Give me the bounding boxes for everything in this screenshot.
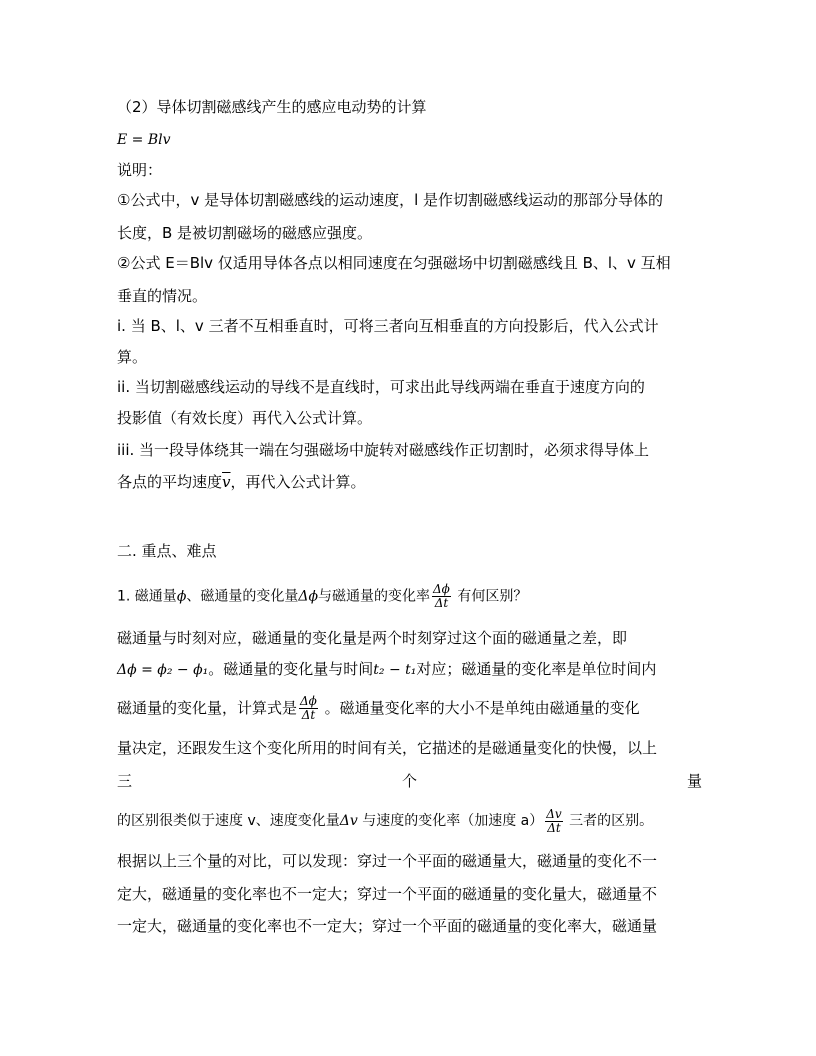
paragraph1-line3 <box>117 693 702 723</box>
acceleration-fraction <box>545 808 562 835</box>
paragraph2-line3: 一定大，磁通量的变化率也不一定大；穿过一个平面的磁通量的变化率大，磁通量 <box>117 917 658 935</box>
question-1 <box>117 583 702 610</box>
subitem-iii-line2 <box>117 472 702 492</box>
flux-rate-fraction <box>299 695 318 722</box>
text-span: 三 <box>117 772 133 790</box>
subitem-ii-line2: 投影值（有效长度）再代入公式计算。 <box>117 409 373 427</box>
note-label: 说明： <box>117 161 163 179</box>
flux-rate-fraction <box>432 583 451 610</box>
paragraph1-line6 <box>117 806 702 836</box>
subitem-i-line1: i. 当 B、l、v 三者不互相垂直时，可将三者向互相垂直的方向投影后，代入公式计 <box>117 317 659 335</box>
phi-symbol: ϕ <box>176 588 187 605</box>
paragraph1-line4: 量决定，还跟发生这个变化所用的时间有关，它描述的是磁通量变化的快慢，以上 <box>117 739 658 757</box>
text-span: 各点 <box>117 473 148 491</box>
fraction-numerator: Δv <box>546 806 562 821</box>
text-span: 对应；磁通量的变化率是单位时间内 <box>416 660 657 678</box>
text-span: 量 <box>686 772 702 790</box>
average-velocity-symbol: $\overline{v}$ <box>222 473 231 491</box>
item2-line1: ②公式 E＝Blv 仅适用导体各点以相同速度在匀强磁场中切割磁感线且 B、l、v 互相 <box>117 254 671 272</box>
text-span: 磁通量的变化量，计算式是 <box>117 699 298 717</box>
paragraph1-line5 <box>117 771 702 791</box>
item1-line2: 长度，B 是被切割磁场的磁感应强度。 <box>117 224 373 242</box>
text-span: 个 <box>401 772 417 790</box>
fraction-numerator: Δϕ <box>433 582 450 596</box>
item2-line2: 垂直的情况。 <box>117 287 208 305</box>
delta-phi-equation: Δϕ = ϕ₂ − ϕ₁ <box>117 662 209 678</box>
text-span: 与磁通量的变化率 <box>318 588 431 605</box>
delta-v-symbol: Δv <box>339 813 358 829</box>
delta-phi-symbol: Δϕ <box>298 588 319 605</box>
subitem-iii-line1: iii. 当一段导体绕其一端在匀强磁场中旋转对磁感线作正切割时，必须求得导体上 <box>117 441 650 459</box>
text-span: 三者的区别。 <box>564 813 654 829</box>
subitem-i-line2: 算。 <box>117 348 148 366</box>
text-span: 。磁通量的变化量与时间 <box>208 660 374 678</box>
text-span: 有何区别？ <box>452 588 528 605</box>
text-span: 与速度的变化率（加速度 a） <box>357 813 544 829</box>
text-span: ，再代入公式计算。 <box>230 473 366 491</box>
key-points-heading: 二. 重点、难点 <box>117 542 217 560</box>
item1-line1: ①公式中，v 是导体切割磁感线的运动速度，l 是作切割磁感线运动的那部分导体的 <box>117 191 664 209</box>
section-heading: （2）导体切割磁感线产生的感应电动势的计算 <box>117 98 427 116</box>
emf-formula: E = Blv <box>117 132 171 148</box>
text-span: 1. 磁通量 <box>117 588 177 605</box>
fraction-denominator: Δt <box>301 708 316 722</box>
text-span: 的区别很类似于速度 v、速度变化量 <box>117 813 340 829</box>
fraction-denominator: Δt <box>434 596 449 610</box>
fraction-numerator: Δϕ <box>300 694 317 708</box>
text-span: 的平均速度 <box>147 473 223 491</box>
text-span: 、磁通量的变化量 <box>186 588 299 605</box>
paragraph1-line2 <box>117 659 702 680</box>
fraction-denominator: Δt <box>547 820 561 835</box>
paragraph2-line1: 根据以上三个量的对比，可以发现：穿过一个平面的磁通量大，磁通量的变化不一 <box>117 852 658 870</box>
time-interval: t₂ − t₁ <box>373 662 417 678</box>
subitem-ii-line1: ii. 当切割磁感线运动的导线不是直线时，可求出此导线两端在垂直于速度方向的 <box>117 378 645 396</box>
paragraph2-line2: 定大，磁通量的变化率也不一定大；穿过一个平面的磁通量的变化量大，磁通量不 <box>117 885 658 903</box>
paragraph1-line1: 磁通量与时刻对应，磁通量的变化量是两个时刻穿过这个面的磁通量之差，即 <box>117 629 628 647</box>
text-span: 。磁通量变化率的大小不是单纯由磁通量的变化 <box>319 699 640 717</box>
